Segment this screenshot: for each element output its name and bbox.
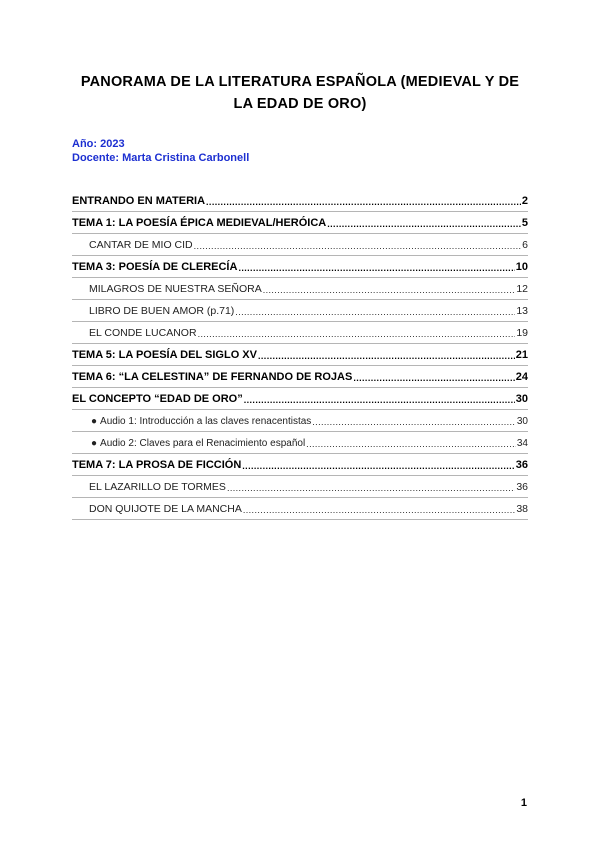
bullet-icon: ● [91,438,98,449]
toc-entry-page: 21 [515,349,528,361]
toc-entry-tema-1[interactable] [72,212,528,234]
toc-entry-label: Audio 2: Claves para el Renacimiento español [100,438,306,449]
toc-entry-page: 36 [516,481,528,493]
toc-entry-page: 13 [516,305,528,317]
toc-entry-edad-de-oro[interactable] [72,388,528,410]
toc-entry-lazarillo[interactable] [72,476,528,498]
toc-entry-label: LIBRO DE BUEN AMOR (p.71) [89,305,235,317]
toc-leader-dots [242,461,514,471]
toc-entry-label: EL CONDE LUCANOR [89,327,197,339]
toc-entry-libro-de-buen-amor[interactable] [72,300,528,322]
toc-entry-tema-5[interactable] [72,344,528,366]
document-title [60,71,540,115]
toc-entry-el-conde-lucanor[interactable] [72,322,528,344]
toc-entry-page: 2 [521,195,528,207]
toc-entry-page: 12 [516,283,528,295]
toc-entry-page: 24 [515,371,528,383]
page-number: 1 [520,797,527,809]
toc-entry-page: 6 [522,239,528,251]
toc-leader-dots [353,373,514,383]
toc-entry-milagros[interactable] [72,278,528,300]
teacher-label: Docente: Marta Cristina Carbonell [72,152,250,164]
toc-leader-dots [312,417,516,427]
document-meta [72,137,249,165]
toc-leader-dots [243,505,515,515]
year-label: Año: 2023 [72,138,125,150]
toc-entry-label: TEMA 3: POESÍA DE CLERECÍA [72,261,238,273]
title-line-1: PANORAMA DE LA LITERATURA ESPAÑOLA (MEDIEVAL Y DE [80,74,520,90]
toc-leader-dots [258,351,515,361]
toc-entry-label: TEMA 7: LA PROSA DE FICCIÓN [72,459,242,471]
toc-entry-label: ENTRANDO EN MATERIA [72,195,206,207]
toc-entry-label: TEMA 6: “LA CELESTINA” DE FERNANDO DE ROJAS [72,371,353,383]
table-of-contents [72,190,528,520]
toc-entry-page: 5 [521,217,528,229]
toc-entry-don-quijote[interactable] [72,498,528,520]
toc-entry-label: Audio 1: Introducción a las claves renacentistas [100,416,312,427]
toc-leader-dots [227,483,515,493]
toc-entry-label: TEMA 1: LA POESÍA ÉPICA MEDIEVAL/HERÓICA [72,217,327,229]
toc-entry-entrando-en-materia[interactable] [72,190,528,212]
toc-leader-dots [263,285,516,295]
toc-entry-page: 38 [516,503,528,515]
toc-entry-cantar-de-mio-cid[interactable] [72,234,528,256]
toc-leader-dots [194,241,522,251]
toc-entry-label: CANTAR DE MIO CID [89,239,193,251]
toc-entry-page: 30 [515,393,528,405]
toc-leader-dots [235,307,515,317]
toc-entry-label: EL LAZARILLO DE TORMES [89,481,226,493]
toc-entry-page: 34 [516,438,528,449]
toc-entry-tema-3[interactable] [72,256,528,278]
toc-entry-label: EL CONCEPTO “EDAD DE ORO” [72,393,243,405]
toc-entry-tema-7[interactable] [72,454,528,476]
toc-leader-dots [198,329,516,339]
toc-leader-dots [327,219,521,229]
toc-entry-audio-1[interactable] [72,410,528,432]
toc-leader-dots [306,439,516,449]
toc-entry-page: 19 [516,327,528,339]
toc-entry-page: 10 [515,261,528,273]
toc-entry-page: 36 [515,459,528,471]
title-line-2: LA EDAD DE ORO) [233,96,367,112]
toc-leader-dots [244,395,515,405]
toc-leader-dots [238,263,514,273]
toc-entry-label: TEMA 5: LA POESÍA DEL SIGLO XV [72,349,257,361]
toc-entry-page: 30 [516,416,528,427]
toc-entry-tema-6[interactable] [72,366,528,388]
toc-leader-dots [206,197,521,207]
bullet-icon: ● [91,416,98,427]
toc-entry-audio-2[interactable] [72,432,528,454]
toc-entry-label: MILAGROS DE NUESTRA SEÑORA [89,283,262,295]
toc-entry-label: DON QUIJOTE DE LA MANCHA [89,503,242,515]
